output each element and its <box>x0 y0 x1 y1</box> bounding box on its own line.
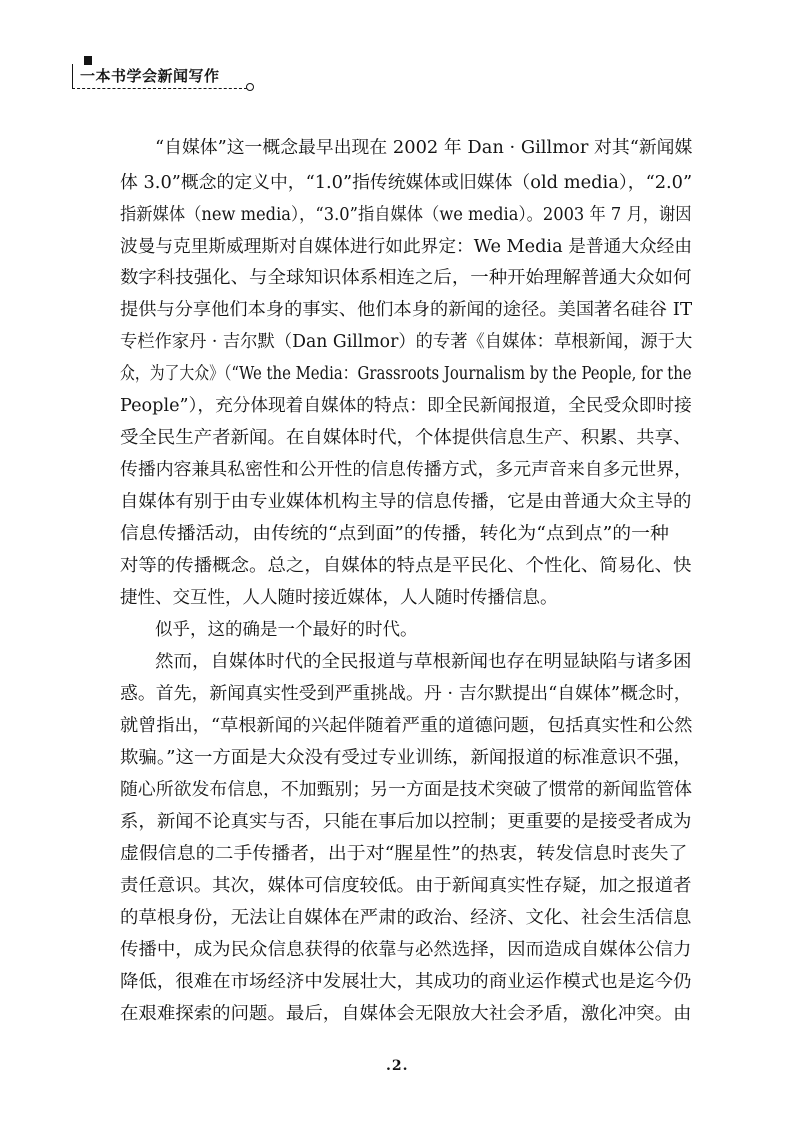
text-line: 责任意识。其次，媒体可信度较低。由于新闻真实性存疑，加之报道者 <box>120 876 692 896</box>
header-square-mark <box>84 56 92 65</box>
text-line: People”），充分体现着自媒体的特点：即全民新闻报道，全民受众即时接 <box>120 396 692 416</box>
text-line: 专栏作家丹 · 吉尔默（Dan Gillmor）的专著《自媒体：草根新闻，源于大 <box>120 332 693 352</box>
page-number: .2. <box>386 1058 409 1074</box>
text-line: 虚假信息的二手传播者，出于对“腥星性”的热衷，转发信息时丧失了 <box>120 844 688 864</box>
text-line: 系，新闻不论真实与否，只能在事后加以控制；更重要的是接受者成为 <box>120 812 692 832</box>
text-line: 传播内容兼具私密性和公开性的信息传播方式，多元声音来自多元世界， <box>120 460 692 480</box>
text-line: 随心所欲发布信息，不加甄别；另一方面是技术突破了惯常的新闻监管体 <box>120 780 692 800</box>
text-line: 信息传播活动，由传统的“点到面”的传播，转化为“点到点”的一种 <box>120 524 669 544</box>
text-line: 提供与分享他们本身的事实、他们本身的新闻的途径。美国著名硅谷 IT <box>120 300 693 320</box>
text-line: 自媒体有别于由专业媒体机构主导的信息传播，它是由普通大众主导的 <box>120 492 692 512</box>
header-circle-mark <box>246 83 254 91</box>
text-line: 众，为了大众》（“We the Media：Grassroots Journalism by the People, for the <box>120 364 692 384</box>
text-line: 指新媒体（new media），“3.0”指自媒体（we media）。2003 年 7 月，谢因 <box>120 205 692 225</box>
running-header-title: 一本书学会新闻写作 <box>80 67 220 85</box>
header-vertical-rule <box>72 64 73 88</box>
text-line: 捷性、交互性，人人随时接近媒体，人人随时传播信息。 <box>120 588 558 608</box>
text-line: 数字科技强化、与全球知识体系相连之后，一种开始理解普通大众如何 <box>120 268 692 288</box>
text-line: 传播中，成为民众信息获得的依靠与必然选择，因而造成自媒体公信力 <box>120 940 692 960</box>
running-header <box>70 56 260 96</box>
text-line: 体 3.0”概念的定义中，“1.0”指传统媒体或旧媒体（old media），“2.0” <box>120 173 693 193</box>
text-line: 在艰难探索的问题。最后，自媒体会无限放大社会矛盾，激化冲突。由 <box>120 1004 692 1024</box>
text-line: “自媒体”这一概念最早出现在 2002 年 Dan · Gillmor 对其“新闻媒 <box>155 138 693 158</box>
text-line: 似乎，这的确是一个最好的时代。 <box>155 620 418 640</box>
text-line: 对等的传播概念。总之，自媒体的特点是平民化、个性化、简易化、快 <box>120 556 692 576</box>
text-line: 受全民生产者新闻。在自媒体时代，个体提供信息生产、积累、共享、 <box>120 428 692 448</box>
text-line: 降低，很难在市场经济中发展壮大，其成功的商业运作模式也是迄今仍 <box>120 972 692 992</box>
text-line: 惑。首先，新闻真实性受到严重挑战。丹 · 吉尔默提出“自媒体”概念时， <box>120 684 692 704</box>
text-line: 欺骗。”这一方面是大众没有受过专业训练，新闻报道的标准意识不强， <box>120 748 692 768</box>
text-line: 的草根身份，无法让自媒体在严肃的政治、经济、文化、社会生活信息 <box>120 908 692 928</box>
text-line: 然而，自媒体时代的全民报道与草根新闻也存在明显缺陷与诸多困 <box>155 652 692 672</box>
text-line: 波曼与克里斯威理斯对自媒体进行如此界定：We Media 是普通大众经由 <box>120 237 693 257</box>
text-line: 就曾指出，“草根新闻的兴起伴随着严重的道德问题，包括真实性和公然 <box>120 716 693 736</box>
header-dashed-rule <box>72 88 247 89</box>
